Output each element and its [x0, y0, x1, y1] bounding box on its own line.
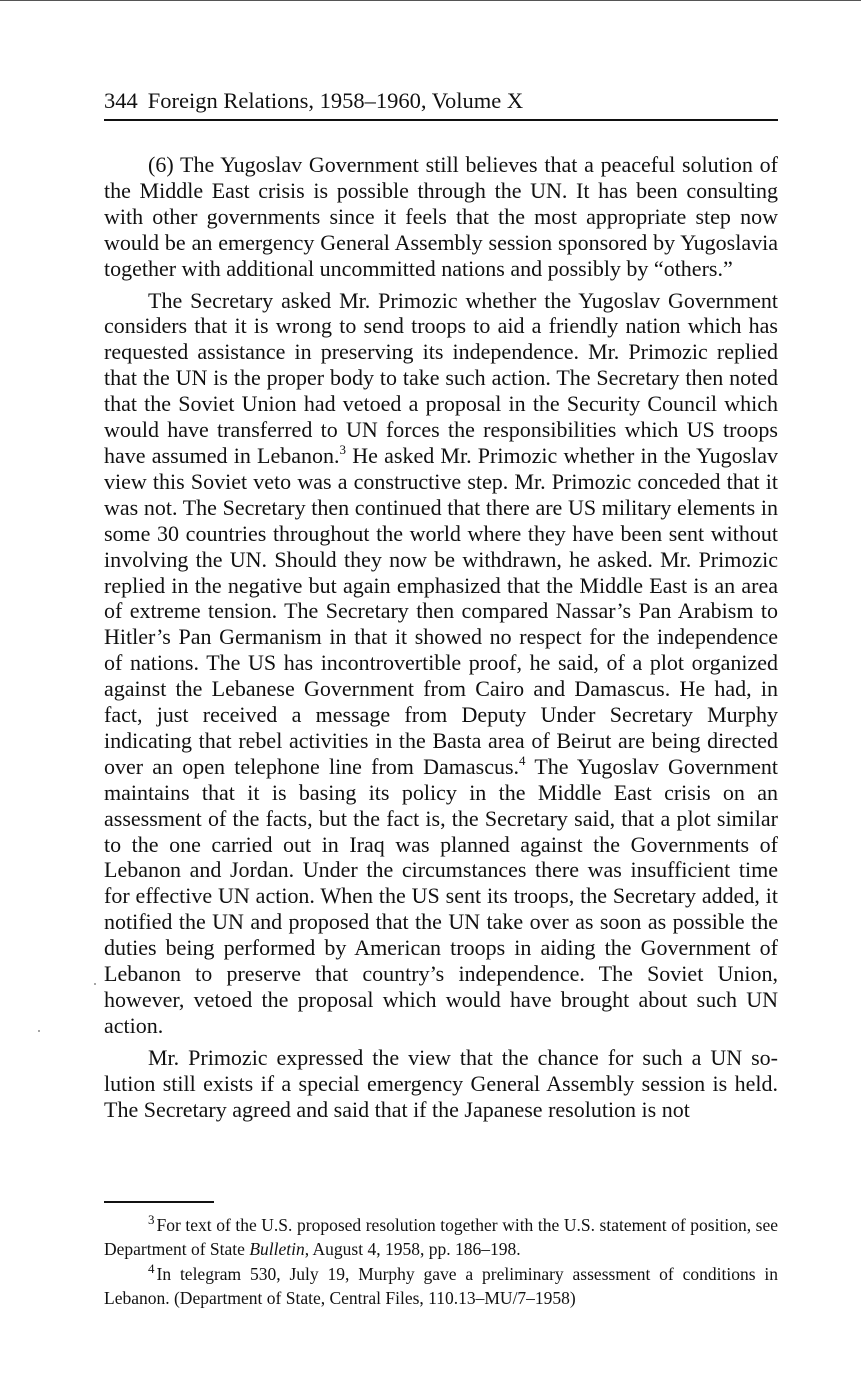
header-rule	[104, 119, 778, 121]
paragraph-primozic-un-solution: Mr. Primozic expressed the view that the chance for such a UN solution still exists if a special emergency General Assembly session is held. The Secretary agreed and said that if the Japanese resolution is not	[104, 1044, 778, 1122]
footnote-marker-3: 3	[148, 1212, 155, 1227]
footnotes	[104, 1214, 778, 1312]
footnote-ref-4: 4	[519, 752, 526, 768]
footnote-rule	[104, 1201, 214, 1203]
footnote-ref-3: 3	[339, 441, 347, 457]
footnote-marker-4: 4	[148, 1261, 155, 1276]
paragraph-secretary-primozic-exchange: The Secretary asked Mr. Primozic whether the Yugoslav Government considers that it is wrong to send troops to aid a friendly nation which has requested assistance in preserving its independence. Mr. Primozic replied that the UN is the proper body to take such action. The Secretary then noted that the Soviet Union had vetoed a proposal in the Security Council which would have transferred to UN forces the responsibilities which US troops have assumed in Lebanon.$^3$ He asked Mr. Primozic whether in the Yugoslav view this Soviet veto was a constructive step. Mr. Primozic conceded that it was not. The Secretary then continued that there are US military elements in some 30 countries throughout the world where they have been sent without involving the UN. Should they now be withdrawn, he asked. Mr. Primozic replied in the negative but again emphasized that the Middle East is an area of extreme tension. The Secretary then compared Nassar’s Pan Arabism to Hitler’s Pan Germanism in that it showed no respect for the independence of nations. The US has incontrovertible proof, he said, of a plot organized against the Lebanese Government from Cairo and Damascus. He had, in fact, just received a message from Deputy Under Secretary Murphy indicating that rebel activities in the Basta area of Beirut are being directed over an open telephone line from Damascus.$^4$ The Yugoslav Government maintains that it is basing its policy in the Middle East crisis on an assessment of the facts, but the fact is, the Secretary said, that a plot similar to the one carried out in Iraq was planned against the Governments of Lebanon and Jordan. Under the circumstances there was insufficient time for effective UN action. When the US sent its troops, the Secretary added, it notified the UN and proposed that the UN take over as soon as possible the duties being performed by American troops in aiding the Government of Lebanon to preserve that country’s independence. The Soviet Union, however, vetoed the proposal which would have brought about such UN action.	[104, 287, 779, 1038]
page-top-edge	[0, 0, 861, 1]
scan-speck	[38, 1030, 40, 1032]
body-text	[104, 152, 778, 1129]
volume-title: Foreign Relations, 1958–1960, Volume X	[147, 88, 524, 113]
publication-title: Bulletin	[249, 1238, 305, 1259]
running-head	[104, 86, 778, 116]
paragraph-6-yugoslav-position: (6) The Yugoslav Government still believes that a peaceful solution of the Middle East crisis is possible through the UN. It has been consulting with other governments since it feels that the most appropriate step now would be an emergency General Assembly session sponsored by Yugoslavia together with additional uncommitted nations and possibly by “others.”	[104, 152, 778, 281]
footnote-3: $^3$ For text of the U.S. proposed resolution together with the U.S. statement of position, see Department of State Bulletin, August 4, 1958, pp. 186–198.	[104, 1212, 778, 1259]
page-number: 344	[104, 88, 138, 113]
footnote-4: $^4$ In telegram 530, July 19, Murphy gave a preliminary assessment of conditions in Lebanon. (Department of State, Central Files, 110.13–MU/7–1958)	[104, 1261, 778, 1308]
scan-speck	[94, 983, 96, 985]
